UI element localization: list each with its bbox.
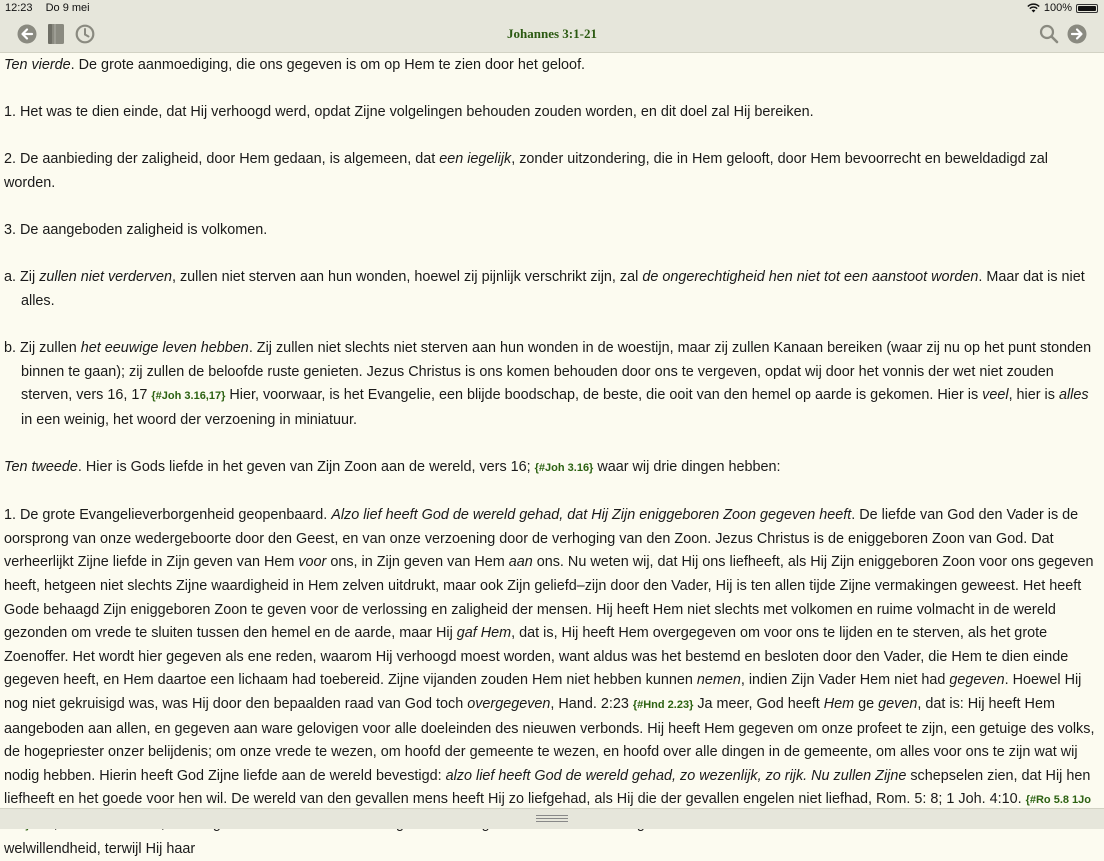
drag-handle-icon[interactable] — [536, 815, 568, 823]
paragraph-point-1: 1. Het was te dien einde, dat Hij verhoogd werd, opdat Zijne volgelingen behouden zouden worden, en dit doel zal Hij bereiken. — [4, 104, 814, 121]
status-date: Do 9 mei — [45, 2, 90, 14]
paragraph-point-2: 2. De aanbieding der zaligheid, door Hem gedaan, is algemeen, dat een iegelijk, zonder uitzondering, die in Hem gelooft, door Hem bevoorrecht en beweldadigd zal worden. — [4, 151, 1049, 191]
paragraph-point-b: b. Zij zullen het eeuwige leven hebben. Zij zullen niet slechts niet sterven aan hun wonden in de woestijn, maar zij zullen Kanaan bereiken (waar zij nu op het punt stonden binnen te gaan); zij zullen de beloofde ruste genieten. Jezus Christus is ons komen behouden door ons te vergeven, opdat wij door het vonnis der wet niet zouden sterven, vers 16, 17 {#Joh 3.16,17} Hier, voorwaar, is het Evangelie, een blijde boodschap, de beste, die ooit van den hemel op aarde is gekomen. Hier is veel, hier is alles in een weinig, het woord der verzoening in miniatuur. — [4, 340, 1092, 428]
paragraph-point-3: 3. De aangeboden zaligheid is volkomen. — [4, 222, 268, 239]
forward-icon[interactable] — [1067, 24, 1087, 44]
bible-reference-link[interactable]: {#Joh 3.16} — [534, 462, 594, 475]
paragraph-ten-tweede: Ten tweede. Hier is Gods liefde in het geven van Zijn Zoon aan de wereld, vers 16; {#Joh 3.16} waar wij drie dingen hebben: — [4, 459, 781, 476]
bible-reference-link[interactable]: {#Ro 5.8 1Jo — [1025, 794, 1091, 807]
battery-icon — [1076, 4, 1098, 13]
status-bar — [0, 0, 1104, 16]
bible-reference-link[interactable]: {#Hnd 2.23} — [632, 699, 694, 712]
paragraph-intro: Ten vierde. De grote aanmoediging, die ons gegeven is om op Hem te zien door het geloof. — [4, 57, 586, 73]
commentary-text — [4, 54, 1100, 857]
page-title: Johannes 3:1-21 — [507, 26, 597, 41]
paragraph-point-a: a. Zij zullen niet verderven, zullen niet sterven aan hun wonden, hoewel zij pijnlijk verschrikt zijn, zal de ongerechtigheid hen niet tot een aanstoot worden. Maar dat is niet alles. — [4, 269, 1085, 309]
toolbar — [0, 16, 1104, 53]
bible-reference-link[interactable]: {#Joh 3.16,17} — [151, 390, 226, 403]
wifi-icon — [1027, 3, 1040, 13]
status-time: 12:23 — [5, 2, 33, 14]
paragraph-evangelie: 1. De grote Evangelieverborgenheid geopenbaard. Alzo lief heeft God de wereld gehad, dat Hij Zijn eniggeboren Zoon gegeven heeft. De liefde van God den Vader is de oorsprong van onze wedergeboorte door den Geest, en van onze verzoening door de verhoging van den Zoon. Jezus Christus is de eniggeboren Zoon van God. Dat verheerlijkt Zijne liefde in Zijn geven van Hem voor ons, in Zijn geven van Hem aan ons. Nu weten wij, dat Hij ons liefheeft, als Hij Zijn eniggeboren Zoon voor ons gegeven heeft, hetgeen niet slechts Zijne waardigheid in Hem zelven uitdrukt, maar ook Zijn geliefd–zijn door den Vader, Hij is ten allen tijde Zijne vermakingen geweest. Het heeft Gode behaagd Zijn eniggeboren Zoon te geven voor de verlossing en zaligheid der mensen. Hij heeft Hem niet slechts met volkomen en ruime volmacht in de wereld gezonden om vrede te sluiten tussen den hemel en de aarde, maar Hij gaf Hem, dat is, Hij heeft Hem overgegeven om voor ons te lijden en te sterven, als het grote Zoenoffer. Het wordt hier gegeven als ene reden, waarom Hij verhoogd moest worden, want aldus was het bestemd en besloten door den Vader, die Hem te dien einde gegeven heeft, en Hem daartoe een lichaam had toebereid. Zijne vijanden zouden Hem niet hebben kunnen nemen, indien Zijn Vader Hem niet had gegeven. Hoewel Hij nog niet gekruisigd was, was Hij door den bepaalden raad van God toch overgegeven, Hand. 2:23 {#Hnd 2.23} Ja meer, God heeft Hem ge geven, dat is: Hij heeft Hem aangeboden aan allen, en gegeven aan ware gelovigen voor alle doeleinden des nieuwen verbonds. Hij heeft Hem gegeven om onze profeet te zijn, een getuige des volks, de hogepriester onzer belijdenis; om onze vrede te wezen, om hoofd der gemeente te wezen, en hoofd over alle dingen in de gemeente, om alles voor ons te zijn wat wij nodig hebben. Hierin heeft God Zijne liefde aan de wereld bevestigd: alzo lief heeft God de wereld gehad, zo wezenlijk, zo rijk. Nu zullen Zijne schepselen zien, dat Hij hen liefheeft en het goede voor hen wil. De wereld van den gevallen mens heeft Hij zo liefgehad, als Hij die der gevallen engelen niet liefhad, Rom. 5: 8; 1 Joh. 4:10. {#Ro 5.8 1Jo welwillendheid, terwijl Hij haar — [4, 507, 1095, 857]
search-icon[interactable] — [1039, 24, 1059, 44]
battery-percentage: 100% — [1043, 2, 1072, 14]
bottom-bar — [0, 808, 1104, 829]
